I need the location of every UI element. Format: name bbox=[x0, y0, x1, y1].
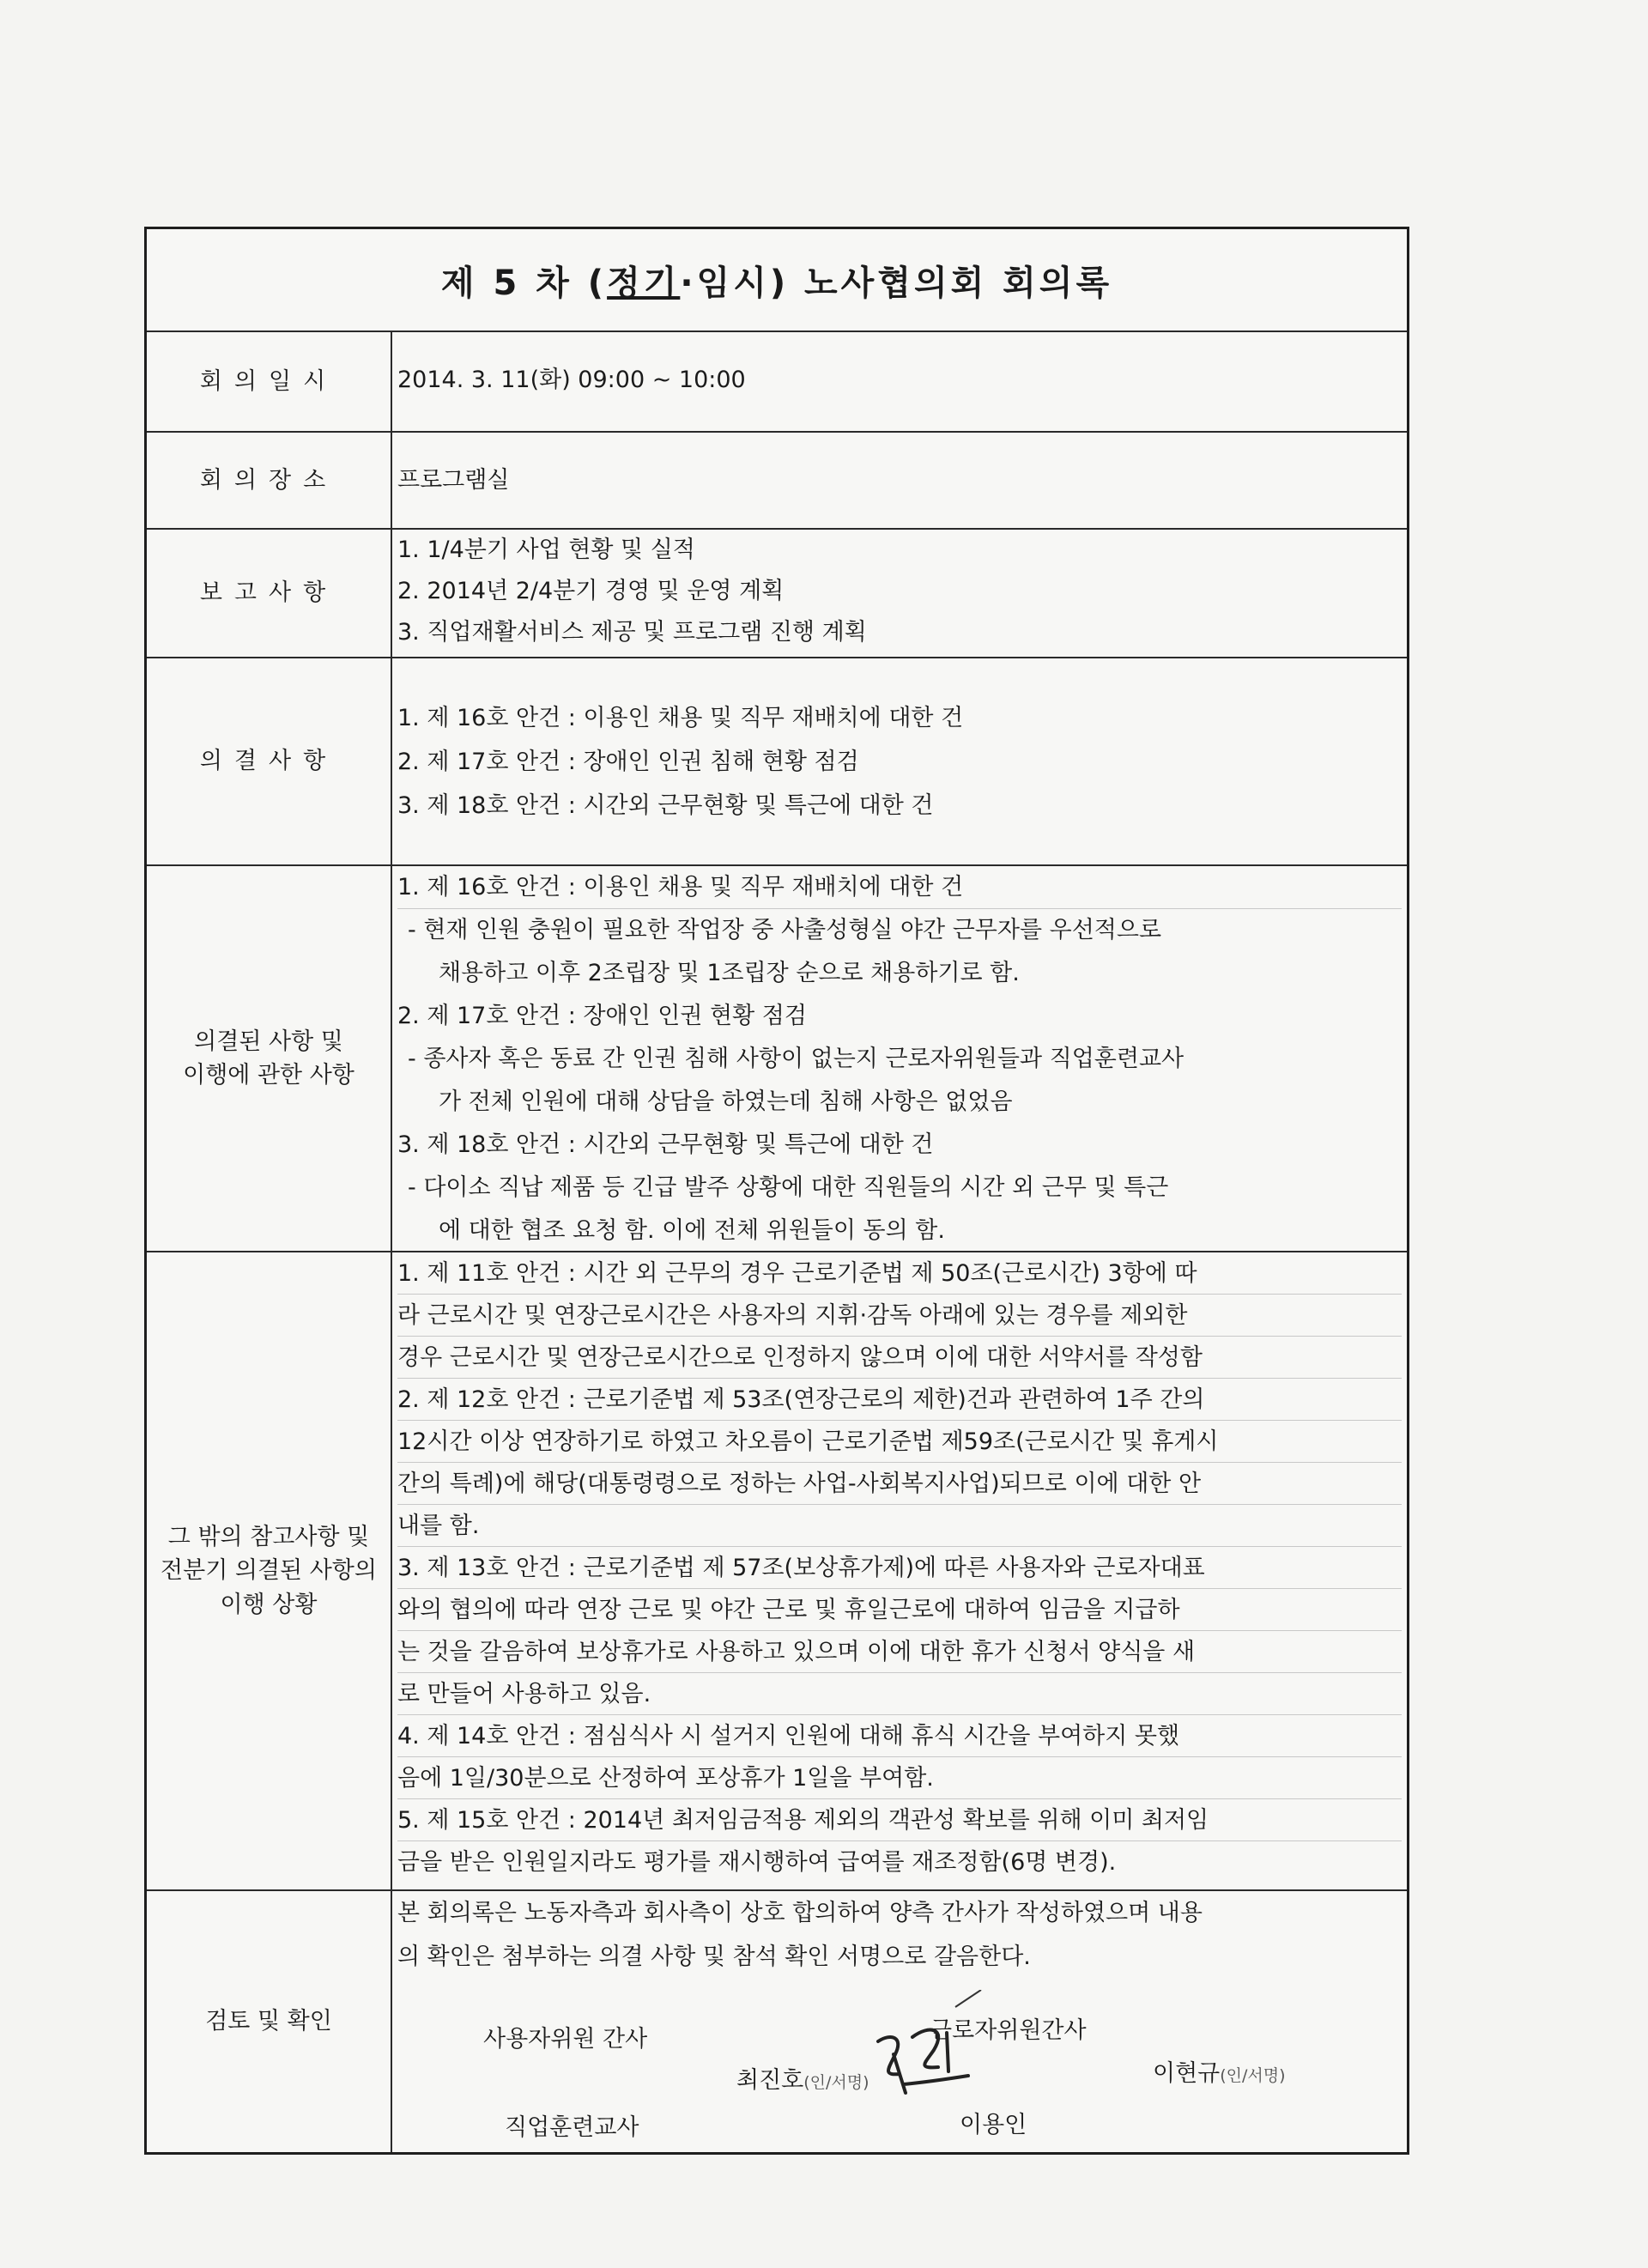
title-prefix: 제 5 차 ( bbox=[440, 263, 608, 303]
resolved-matters-content bbox=[397, 866, 1402, 1251]
other-line: 로 만들어 사용하고 있음. bbox=[397, 1673, 1402, 1715]
meeting-datetime-value: 2014. 3. 11(화) 09:00 ~ 10:00 bbox=[397, 367, 746, 393]
review-line: 의 확인은 첨부하는 의결 사항 및 참석 확인 서명으로 갈음한다. bbox=[397, 1944, 1031, 1970]
worker-secretary-seal: (인/서명) bbox=[1220, 2066, 1286, 2085]
other-line: 내를 함. bbox=[397, 1505, 1402, 1547]
employer-secretary-label: 사용자위원 간사 bbox=[483, 2026, 648, 2053]
title-row bbox=[147, 229, 1407, 330]
title-suffix: ·임시) 노사협의회 회의록 bbox=[680, 263, 1113, 303]
other-line: 간의 특례)에 해당(대통령령으로 정하는 사업-사회복지사업)되므로 이에 대한 안 bbox=[397, 1463, 1402, 1505]
worker-secretary-name bbox=[1153, 2054, 1286, 2088]
meeting-place-value: 프로그램실 bbox=[397, 467, 510, 494]
handwritten-signature bbox=[852, 1990, 990, 2119]
meeting-place-value-cell bbox=[397, 433, 1402, 528]
resolution-items-row bbox=[147, 657, 1407, 864]
report-items-row bbox=[147, 528, 1407, 657]
other-matters-label-line2: 전분기 의결된 사항의 bbox=[161, 1557, 377, 1585]
title-underlined: 정기 bbox=[607, 263, 681, 303]
other-line: 1. 제 11호 안건 : 시간 외 근무의 경우 근로기준법 제 50조(근로시간) 3항에 따 bbox=[397, 1252, 1402, 1295]
other-matters-label-line1: 그 밖의 참고사항 및 bbox=[167, 1524, 370, 1551]
resolved-line: 가 전체 인원에 대해 상담을 하였는데 침해 사항은 없었음 bbox=[439, 1089, 1013, 1115]
list-item: 1. 1/4분기 사업 현황 및 실적 bbox=[397, 537, 695, 563]
list-item: 3. 제 18호 안건 : 시간외 근무현황 및 특근에 대한 건 bbox=[397, 791, 934, 819]
resolved-matters-row bbox=[147, 864, 1407, 1251]
list-item: 3. 직업재활서비스 제공 및 프로그램 진행 계획 bbox=[397, 619, 867, 646]
other-line: 경우 근로시간 및 연장근로시간으로 인정하지 않으며 이에 대한 서약서를 작성함 bbox=[397, 1337, 1402, 1379]
report-items-label: 보고사항 bbox=[147, 530, 392, 657]
meeting-datetime-value-cell bbox=[397, 332, 1402, 431]
minutes-table bbox=[144, 227, 1409, 2155]
meeting-place-label: 회의장소 bbox=[147, 433, 392, 528]
resolved-line: - 현재 인원 충원이 필요한 작업장 중 사출성형실 야간 근무자를 우선적으로 bbox=[408, 917, 1162, 943]
other-line: 5. 제 15호 안건 : 2014년 최저임금적용 제외의 객관성 확보를 위해 이미 최저임 bbox=[397, 1799, 1402, 1841]
other-line: 2. 제 12호 안건 : 근로기준법 제 53조(연장근로의 제한)건과 관련하여 1주 간의 bbox=[397, 1379, 1402, 1421]
review-row bbox=[147, 1889, 1407, 2152]
resolved-matters-label-line1: 의결된 사항 및 bbox=[194, 1028, 343, 1055]
resolved-line: 2. 제 17호 안건 : 장애인 인권 현황 점검 bbox=[397, 1003, 807, 1029]
list-item: 2. 제 17호 안건 : 장애인 인권 침해 현황 점검 bbox=[397, 748, 859, 775]
list-item: 2. 2014년 2/4분기 경영 및 운영 계획 bbox=[397, 578, 785, 604]
resolved-matters-label-line2: 이행에 관한 사항 bbox=[183, 1062, 354, 1089]
other-matters-label-line3: 이행 상황 bbox=[220, 1591, 318, 1618]
worker-secretary-name-text: 이현규 bbox=[1153, 2060, 1221, 2087]
employer-secretary-seal: (인/서명) bbox=[803, 2073, 869, 2092]
meeting-datetime-row bbox=[147, 330, 1407, 431]
resolved-line: 에 대한 협조 요청 함. 이에 전체 위원들이 동의 함. bbox=[439, 1217, 945, 1244]
review-label: 검토 및 확인 bbox=[147, 1891, 392, 2152]
user-label: 이용인 bbox=[960, 2112, 1027, 2138]
other-matters-label bbox=[147, 1252, 392, 1889]
review-content bbox=[397, 1891, 1402, 2152]
other-line: 와의 협의에 따라 연장 근로 및 야간 근로 및 휴일근로에 대하여 임금을 지급하 bbox=[397, 1589, 1402, 1631]
resolved-line: - 종사자 혹은 동료 간 인권 침해 사항이 없는지 근로자위원들과 직업훈련교사 bbox=[408, 1046, 1184, 1072]
worker-secretary-label: 근로자위원간사 bbox=[930, 2017, 1087, 2044]
other-line: 음에 1일/30분으로 산정하여 포상휴가 1일을 부여함. bbox=[397, 1757, 1402, 1799]
other-line: 12시간 이상 연장하기로 하였고 차오름이 근로기준법 제59조(근로시간 및 휴게시 bbox=[397, 1421, 1402, 1463]
other-line: 3. 제 13호 안건 : 근로기준법 제 57조(보상휴가제)에 따른 사용자와 근로자대표 bbox=[397, 1547, 1402, 1589]
resolution-items-list bbox=[397, 658, 1402, 864]
employer-secretary-name bbox=[736, 2061, 869, 2095]
resolved-line: 채용하고 이후 2조립장 및 1조립장 순으로 채용하기로 함. bbox=[439, 960, 1020, 986]
report-items-list bbox=[397, 530, 1402, 657]
resolved-line: 1. 제 16호 안건 : 이용인 채용 및 직무 재배치에 대한 건 bbox=[397, 866, 1402, 909]
resolution-items-label: 의결사항 bbox=[147, 658, 392, 864]
resolved-matters-label bbox=[147, 866, 392, 1251]
other-matters-row bbox=[147, 1251, 1407, 1889]
review-line: 본 회의록은 노동자측과 회사측이 상호 합의하여 양측 간사가 작성하였으며 내용 bbox=[397, 1900, 1203, 1926]
resolved-line: 3. 제 18호 안건 : 시간외 근무현황 및 특근에 대한 건 bbox=[397, 1131, 934, 1158]
list-item: 1. 제 16호 안건 : 이용인 채용 및 직무 재배치에 대한 건 bbox=[397, 704, 964, 731]
meeting-place-row bbox=[147, 431, 1407, 528]
employer-secretary-name-text: 최진호 bbox=[736, 2067, 804, 2094]
page-title bbox=[441, 256, 1112, 305]
meeting-datetime-label: 회의일시 bbox=[147, 332, 392, 431]
other-line: 4. 제 14호 안건 : 점심식사 시 설거지 인원에 대해 휴식 시간을 부여하지 못했 bbox=[397, 1715, 1402, 1757]
other-line: 금을 받은 인원일지라도 평가를 재시행하여 급여를 재조정함(6명 변경). bbox=[397, 1849, 1117, 1876]
trainer-label: 직업훈련교사 bbox=[505, 2114, 639, 2141]
other-line: 라 근로시간 및 연장근로시간은 사용자의 지휘·감독 아래에 있는 경우를 제외한 bbox=[397, 1295, 1402, 1337]
other-matters-content bbox=[397, 1252, 1402, 1889]
resolved-line: - 다이소 직납 제품 등 긴급 발주 상황에 대한 직원들의 시간 외 근무 및 특근 bbox=[408, 1174, 1169, 1201]
other-line: 는 것을 갈음하여 보상휴가로 사용하고 있으며 이에 대한 휴가 신청서 양식을 새 bbox=[397, 1631, 1402, 1673]
